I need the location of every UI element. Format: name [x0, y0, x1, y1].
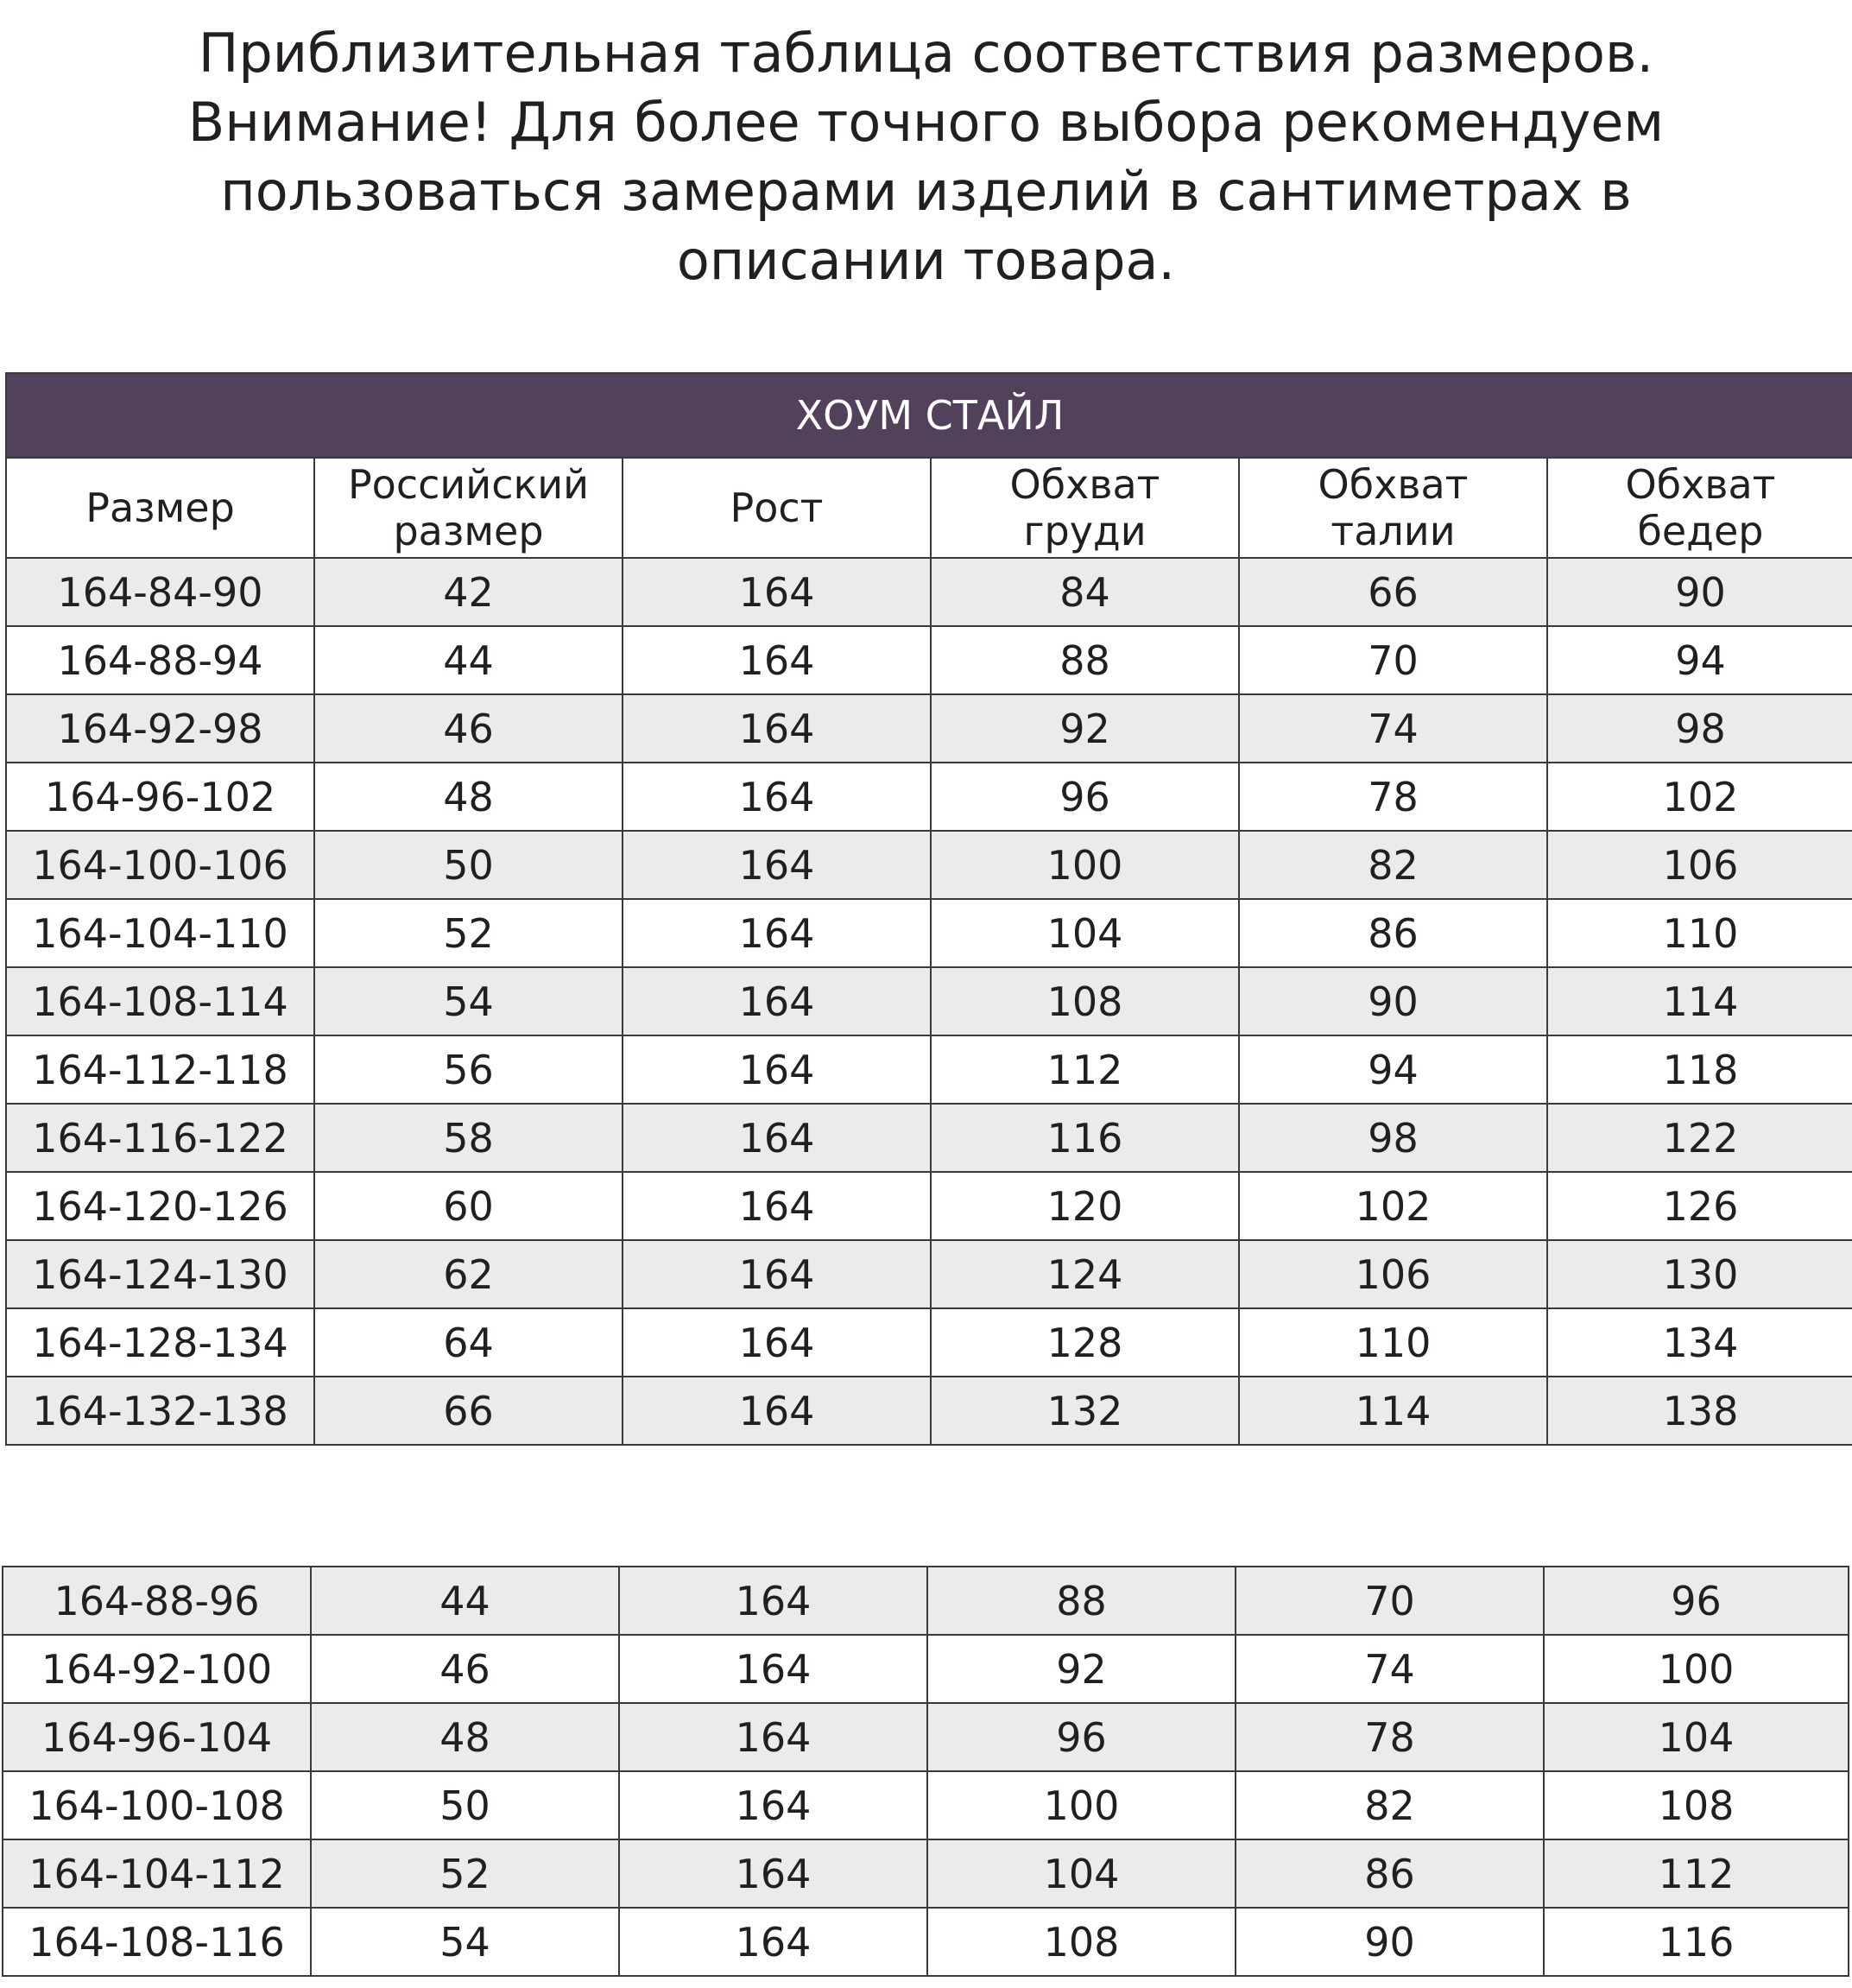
- cell-size: 164-104-112: [3, 1839, 311, 1908]
- cell-russian-size: 54: [311, 1908, 619, 1976]
- cell-russian-size: 48: [311, 1703, 619, 1771]
- column-header-line: груди: [1023, 508, 1147, 554]
- cell-waist: 78: [1239, 763, 1547, 831]
- column-header-russian-size: [314, 458, 623, 558]
- cell-waist: 70: [1236, 1567, 1544, 1635]
- cell-russian-size: 50: [314, 831, 623, 899]
- brand-header: ХОУМ СТАЙЛ: [6, 373, 1852, 458]
- cell-height: 164: [619, 1703, 927, 1771]
- cell-height: 164: [619, 1908, 927, 1976]
- cell-hips: 134: [1547, 1308, 1852, 1377]
- column-header-line: Обхват: [1625, 461, 1776, 508]
- cell-waist: 90: [1236, 1908, 1544, 1976]
- cell-hips: 108: [1544, 1771, 1849, 1839]
- cell-height: 164: [619, 1771, 927, 1839]
- cell-size: 164-100-108: [3, 1771, 311, 1839]
- cell-waist: 74: [1236, 1635, 1544, 1703]
- cell-size: 164-128-134: [6, 1308, 314, 1377]
- cell-hips: 118: [1547, 1035, 1852, 1104]
- cell-waist: 98: [1239, 1104, 1547, 1172]
- cell-hips: 114: [1547, 967, 1852, 1035]
- cell-chest: 108: [931, 967, 1239, 1035]
- cell-height: 164: [619, 1567, 927, 1635]
- cell-waist: 74: [1239, 694, 1547, 763]
- table-row: [3, 1567, 1849, 1635]
- cell-russian-size: 54: [314, 967, 623, 1035]
- table-row: [6, 558, 1852, 626]
- cell-russian-size: 52: [314, 899, 623, 967]
- title-line: Приблизительная таблица соответствия размеров.: [198, 22, 1654, 85]
- cell-size: 164-112-118: [6, 1035, 314, 1104]
- cell-waist: 86: [1236, 1839, 1544, 1908]
- cell-chest: 92: [927, 1635, 1236, 1703]
- table-row: [6, 1035, 1852, 1104]
- table-row: [6, 967, 1852, 1035]
- cell-height: 164: [623, 1377, 931, 1445]
- size-table-extra: [2, 1566, 1849, 1977]
- cell-chest: 116: [931, 1104, 1239, 1172]
- cell-russian-size: 46: [314, 694, 623, 763]
- cell-height: 164: [623, 694, 931, 763]
- cell-height: 164: [623, 1240, 931, 1308]
- cell-size: 164-92-100: [3, 1635, 311, 1703]
- cell-chest: 96: [927, 1703, 1236, 1771]
- cell-chest: 104: [931, 899, 1239, 967]
- column-header-line: талии: [1331, 508, 1456, 554]
- cell-waist: 78: [1236, 1703, 1544, 1771]
- cell-height: 164: [619, 1839, 927, 1908]
- cell-hips: 116: [1544, 1908, 1849, 1976]
- cell-hips: 94: [1547, 626, 1852, 694]
- cell-chest: 88: [927, 1567, 1236, 1635]
- cell-chest: 112: [931, 1035, 1239, 1104]
- cell-size: 164-132-138: [6, 1377, 314, 1445]
- cell-waist: 114: [1239, 1377, 1547, 1445]
- cell-waist: 106: [1239, 1240, 1547, 1308]
- cell-chest: 96: [931, 763, 1239, 831]
- cell-russian-size: 60: [314, 1172, 623, 1240]
- cell-hips: 138: [1547, 1377, 1852, 1445]
- table-row: [6, 694, 1852, 763]
- cell-hips: 130: [1547, 1240, 1852, 1308]
- cell-russian-size: 56: [314, 1035, 623, 1104]
- column-header-height: [623, 458, 931, 558]
- cell-chest: 104: [927, 1839, 1236, 1908]
- column-header-line: Обхват: [1318, 461, 1469, 508]
- cell-size: 164-104-110: [6, 899, 314, 967]
- cell-russian-size: 64: [314, 1308, 623, 1377]
- cell-hips: 102: [1547, 763, 1852, 831]
- cell-size: 164-96-102: [6, 763, 314, 831]
- table-row: [3, 1703, 1849, 1771]
- table-row: [6, 1240, 1852, 1308]
- column-header-line: размер: [393, 508, 544, 554]
- title-line: пользоваться замерами изделий в сантиметрах в: [220, 160, 1632, 223]
- title-line: описании товара.: [676, 229, 1176, 292]
- column-header-line: Обхват: [1009, 461, 1160, 508]
- cell-size: 164-108-114: [6, 967, 314, 1035]
- cell-waist: 82: [1239, 831, 1547, 899]
- table-row: [6, 1172, 1852, 1240]
- column-header-row: [6, 458, 1852, 558]
- table-row: [3, 1839, 1849, 1908]
- cell-russian-size: 44: [314, 626, 623, 694]
- cell-russian-size: 52: [311, 1839, 619, 1908]
- cell-size: 164-120-126: [6, 1172, 314, 1240]
- cell-height: 164: [623, 967, 931, 1035]
- cell-waist: 90: [1239, 967, 1547, 1035]
- cell-hips: 98: [1547, 694, 1852, 763]
- cell-hips: 126: [1547, 1172, 1852, 1240]
- column-header-waist: [1239, 458, 1547, 558]
- cell-height: 164: [623, 763, 931, 831]
- size-table: [5, 372, 1852, 1446]
- cell-height: 164: [623, 626, 931, 694]
- table-row: [6, 1377, 1852, 1445]
- cell-height: 164: [619, 1635, 927, 1703]
- cell-height: 164: [623, 1308, 931, 1377]
- table-row: [6, 899, 1852, 967]
- cell-russian-size: 46: [311, 1635, 619, 1703]
- cell-size: 164-88-96: [3, 1567, 311, 1635]
- table-row: [6, 831, 1852, 899]
- column-header-line: Рост: [730, 484, 824, 531]
- cell-chest: 120: [931, 1172, 1239, 1240]
- cell-chest: 84: [931, 558, 1239, 626]
- cell-hips: 100: [1544, 1635, 1849, 1703]
- cell-hips: 122: [1547, 1104, 1852, 1172]
- cell-height: 164: [623, 558, 931, 626]
- cell-height: 164: [623, 1104, 931, 1172]
- table-row: [6, 763, 1852, 831]
- table-row: [3, 1635, 1849, 1703]
- column-header-chest: [931, 458, 1239, 558]
- cell-hips: 96: [1544, 1567, 1849, 1635]
- cell-hips: 106: [1547, 831, 1852, 899]
- cell-hips: 112: [1544, 1839, 1849, 1908]
- cell-waist: 110: [1239, 1308, 1547, 1377]
- cell-russian-size: 44: [311, 1567, 619, 1635]
- cell-chest: 108: [927, 1908, 1236, 1976]
- cell-size: 164-92-98: [6, 694, 314, 763]
- cell-height: 164: [623, 899, 931, 967]
- cell-chest: 92: [931, 694, 1239, 763]
- cell-chest: 100: [927, 1771, 1236, 1839]
- cell-hips: 110: [1547, 899, 1852, 967]
- cell-russian-size: 42: [314, 558, 623, 626]
- cell-russian-size: 62: [314, 1240, 623, 1308]
- cell-size: 164-116-122: [6, 1104, 314, 1172]
- cell-height: 164: [623, 1035, 931, 1104]
- cell-height: 164: [623, 1172, 931, 1240]
- cell-size: 164-96-104: [3, 1703, 311, 1771]
- cell-waist: 66: [1239, 558, 1547, 626]
- cell-size: 164-84-90: [6, 558, 314, 626]
- cell-waist: 82: [1236, 1771, 1544, 1839]
- cell-hips: 90: [1547, 558, 1852, 626]
- cell-chest: 100: [931, 831, 1239, 899]
- cell-waist: 86: [1239, 899, 1547, 967]
- column-header-line: бедер: [1637, 508, 1764, 554]
- column-header-line: Российский: [347, 461, 590, 508]
- cell-russian-size: 66: [314, 1377, 623, 1445]
- cell-hips: 104: [1544, 1703, 1849, 1771]
- title-line: Внимание! Для более точного выбора рекомендуем: [187, 91, 1665, 154]
- cell-size: 164-108-116: [3, 1908, 311, 1976]
- column-header-line: Размер: [85, 484, 235, 531]
- cell-chest: 128: [931, 1308, 1239, 1377]
- table-row: [3, 1908, 1849, 1976]
- cell-size: 164-88-94: [6, 626, 314, 694]
- table-row: [6, 1104, 1852, 1172]
- table-row: [3, 1771, 1849, 1839]
- cell-chest: 124: [931, 1240, 1239, 1308]
- table-row: [6, 626, 1852, 694]
- cell-russian-size: 48: [314, 763, 623, 831]
- cell-russian-size: 50: [311, 1771, 619, 1839]
- cell-waist: 94: [1239, 1035, 1547, 1104]
- cell-chest: 88: [931, 626, 1239, 694]
- cell-russian-size: 58: [314, 1104, 623, 1172]
- column-header-hips: [1547, 458, 1852, 558]
- cell-waist: 102: [1239, 1172, 1547, 1240]
- cell-size: 164-100-106: [6, 831, 314, 899]
- cell-waist: 70: [1239, 626, 1547, 694]
- column-header-size: [6, 458, 314, 558]
- cell-size: 164-124-130: [6, 1240, 314, 1308]
- page-title: [0, 19, 1852, 295]
- cell-height: 164: [623, 831, 931, 899]
- table-row: [6, 1308, 1852, 1377]
- cell-chest: 132: [931, 1377, 1239, 1445]
